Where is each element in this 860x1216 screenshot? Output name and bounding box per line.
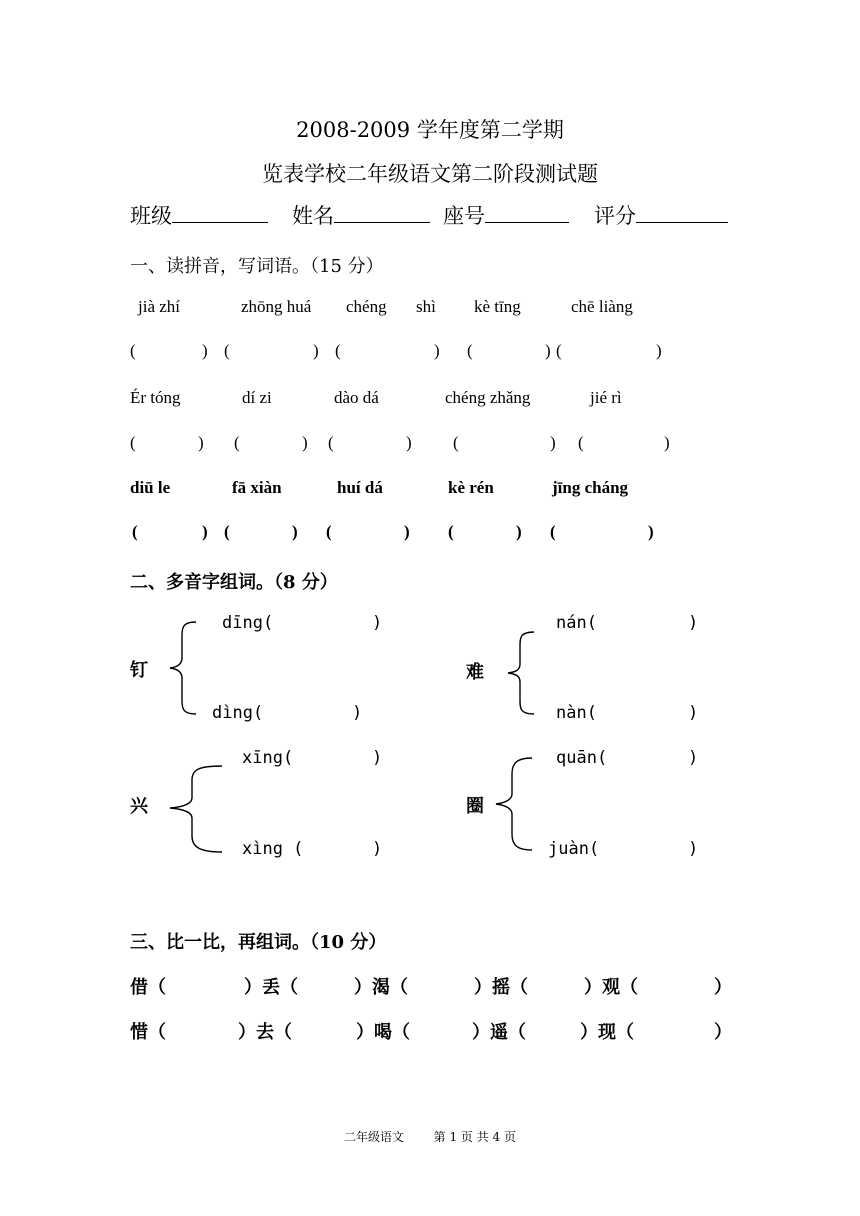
pinyin-item: kè tīng [474,297,521,316]
compare-char-item[interactable]: 借（ [130,977,166,998]
compare-char-item[interactable]: 惜（ [130,1022,166,1043]
section1-heading: 一、读拼音，写词语。（15 分） [130,256,384,277]
brace-icon [168,764,224,854]
brace-icon [506,630,536,716]
pinyin-item: chéng [346,297,387,316]
pinyin-reading: nàn( [556,703,597,723]
seat-field [443,200,569,230]
answer-paren-close[interactable]: ) [313,341,319,360]
class-label: 班级 [130,204,172,228]
answer-paren-close[interactable]: ) [656,341,662,360]
class-field [130,200,268,230]
compare-char-item[interactable]: ）遥（ [472,1022,526,1043]
answer-paren-close[interactable]: ) [688,748,699,768]
compare-char-item[interactable]: ）摇（ [474,977,528,998]
answer-paren-close[interactable]: ) [545,341,551,360]
pinyin-reading: xìng ( [242,839,304,859]
answer-paren-open[interactable]: ( [453,433,459,452]
pinyin-reading: dīng( [222,613,274,633]
polyphone-char: 钉 [130,660,148,681]
answer-paren-open[interactable]: ( [467,341,473,360]
pinyin-reading: xīng( [242,748,294,768]
pinyin-item: diū le [130,478,171,497]
pinyin-item: shì [416,297,436,316]
compare-char-item[interactable]: ）现（ [580,1022,634,1043]
pinyin-item: zhōng huá [241,297,312,316]
name-blank[interactable] [334,202,430,223]
compare-char-item[interactable]: ）观（ [584,977,638,998]
compare-char-item[interactable]: ）喝（ [356,1022,410,1043]
name-label: 姓名 [292,204,334,228]
answer-paren-close[interactable]: ) [404,522,410,541]
answer-paren-open[interactable]: ( [130,433,136,452]
answer-paren-open[interactable]: ( [556,341,562,360]
answer-paren-close[interactable]: ) [372,613,383,633]
answer-paren-close[interactable]: ) [406,433,412,452]
compare-char-item[interactable]: ）丢（ [244,977,298,998]
answer-paren-close[interactable]: ) [372,748,383,768]
answer-paren-open[interactable]: ( [130,341,136,360]
section3-heading: 三、比一比，再组词。（10 分） [130,932,387,953]
answer-paren-close[interactable]: ) [198,433,204,452]
pinyin-reading: juàn( [548,839,600,859]
exam-title-year: 2008-2009 学年度第二学期 [296,118,564,142]
compare-char-item[interactable]: ）去（ [238,1022,292,1043]
pinyin-item: fā xiàn [232,478,282,497]
page-footer [0,1128,860,1145]
name-field [292,200,430,230]
score-field [594,200,728,230]
footer-page-number: 第 1 页 共 4 页 [433,1130,516,1144]
pinyin-reading: dìng( [212,703,264,723]
polyphone-char: 兴 [130,796,148,817]
footer-subject: 二年级语文 [343,1130,404,1144]
pinyin-reading: quān( [556,748,608,768]
answer-paren-open[interactable]: ( [578,433,584,452]
answer-paren-open[interactable]: ( [132,522,138,541]
pinyin-item: jié rì [590,388,622,407]
pinyin-item: jīng cháng [552,478,629,497]
score-blank[interactable] [636,202,728,223]
answer-paren-close[interactable]: ) [516,522,522,541]
answer-paren-open[interactable]: ( [448,522,454,541]
brace-icon [168,620,198,716]
pinyin-item: dí zi [242,388,272,407]
pinyin-item: kè rén [448,478,494,497]
answer-paren-open[interactable]: ( [335,341,341,360]
answer-paren-close[interactable]: ) [434,341,440,360]
answer-paren-open[interactable]: ( [224,522,230,541]
answer-paren-close[interactable]: ) [202,522,208,541]
compare-char-item[interactable]: ） [714,977,732,998]
answer-paren-close[interactable]: ) [292,522,298,541]
section2-heading: 二、多音字组词。（8 分） [130,572,338,593]
pinyin-item: dào dá [334,388,379,407]
answer-paren-open[interactable]: ( [234,433,240,452]
polyphone-char: 圈 [466,796,484,817]
answer-paren-close[interactable]: ) [202,341,208,360]
answer-paren-close[interactable]: ) [688,703,699,723]
answer-paren-open[interactable]: ( [328,433,334,452]
answer-paren-close[interactable]: ) [688,839,699,859]
pinyin-item: jià zhí [138,297,181,316]
seat-label: 座号 [443,204,485,228]
answer-paren-close[interactable]: ) [302,433,308,452]
answer-paren-open[interactable]: ( [224,341,230,360]
pinyin-item: Ér tóng [130,388,181,407]
answer-paren-close[interactable]: ) [550,433,556,452]
answer-paren-close[interactable]: ) [648,522,654,541]
answer-paren-close[interactable]: ) [352,703,363,723]
answer-paren-close[interactable]: ) [372,839,383,859]
brace-icon [494,756,534,852]
score-label: 评分 [594,204,636,228]
answer-paren-open[interactable]: ( [326,522,332,541]
pinyin-item: chē liàng [571,297,633,316]
compare-char-item[interactable]: ）渴（ [354,977,408,998]
compare-char-item[interactable]: ） [714,1022,732,1043]
seat-blank[interactable] [485,202,569,223]
answer-paren-close[interactable]: ) [688,613,699,633]
exam-title: 览表学校二年级语文第二阶段测试题 [262,162,598,186]
pinyin-item: huí dá [337,478,383,497]
class-blank[interactable] [172,202,268,223]
pinyin-reading: nán( [556,613,597,633]
polyphone-char: 难 [466,662,484,683]
answer-paren-open[interactable]: ( [550,522,556,541]
answer-paren-close[interactable]: ) [664,433,670,452]
pinyin-item: chéng zhǎng [445,388,531,407]
